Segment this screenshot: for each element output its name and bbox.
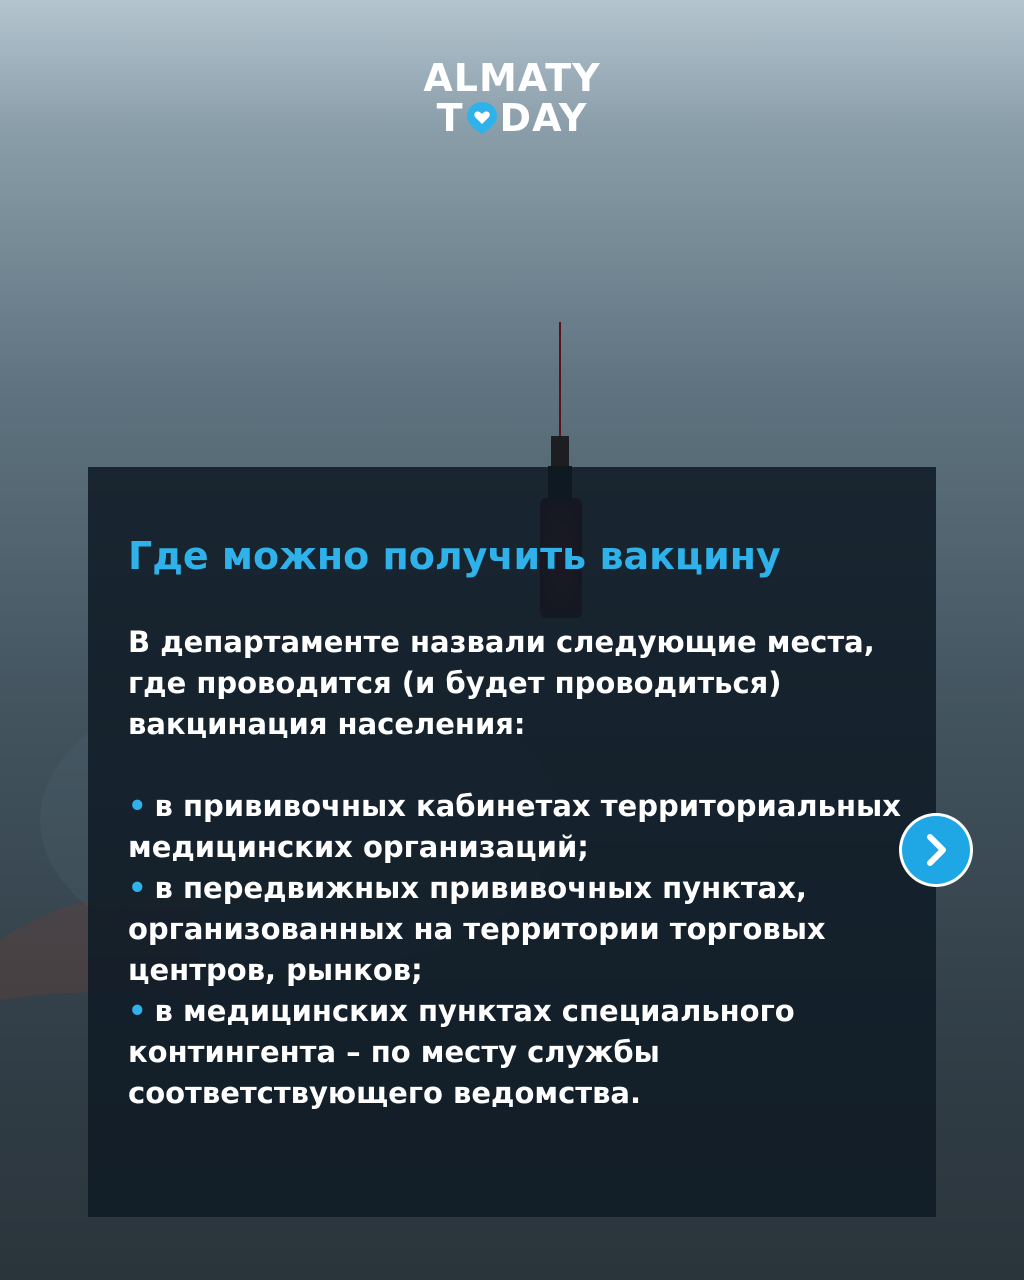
info-card [88,467,936,1217]
logo-line-today [362,98,662,138]
vaccination-places-list [128,786,908,1114]
bullet-dot: • [128,994,147,1028]
almaty-today-logo [362,58,662,138]
list-item [128,868,908,991]
card-title: Где можно получить вакцину [128,534,781,578]
bullet-dot: • [128,789,147,823]
location-pin-heart-icon [465,100,499,136]
list-item-text: в передвижных прививочных пунктах, организованных на территории торговых центров, рынков; [128,871,826,987]
list-item [128,991,908,1114]
chevron-right-icon [921,832,951,868]
next-slide-button[interactable] [902,816,970,884]
list-item [128,786,908,868]
list-item-text: в медицинских пунктах специального контингента – по месту службы соответствующего ведомства. [128,994,795,1110]
intro-text: В департаменте назвали следующие места, где проводится (и будет проводиться) вакцинация населения: [128,625,875,741]
bullet-dot: • [128,871,147,905]
logo-line-almaty: ALMATY [423,56,601,100]
logo-word-day: DAY [499,96,588,140]
list-item-text: в прививочных кабинетах территориальных медицинских организаций; [128,789,901,864]
logo-letter-t: T [436,96,464,140]
card-body [128,622,908,1114]
